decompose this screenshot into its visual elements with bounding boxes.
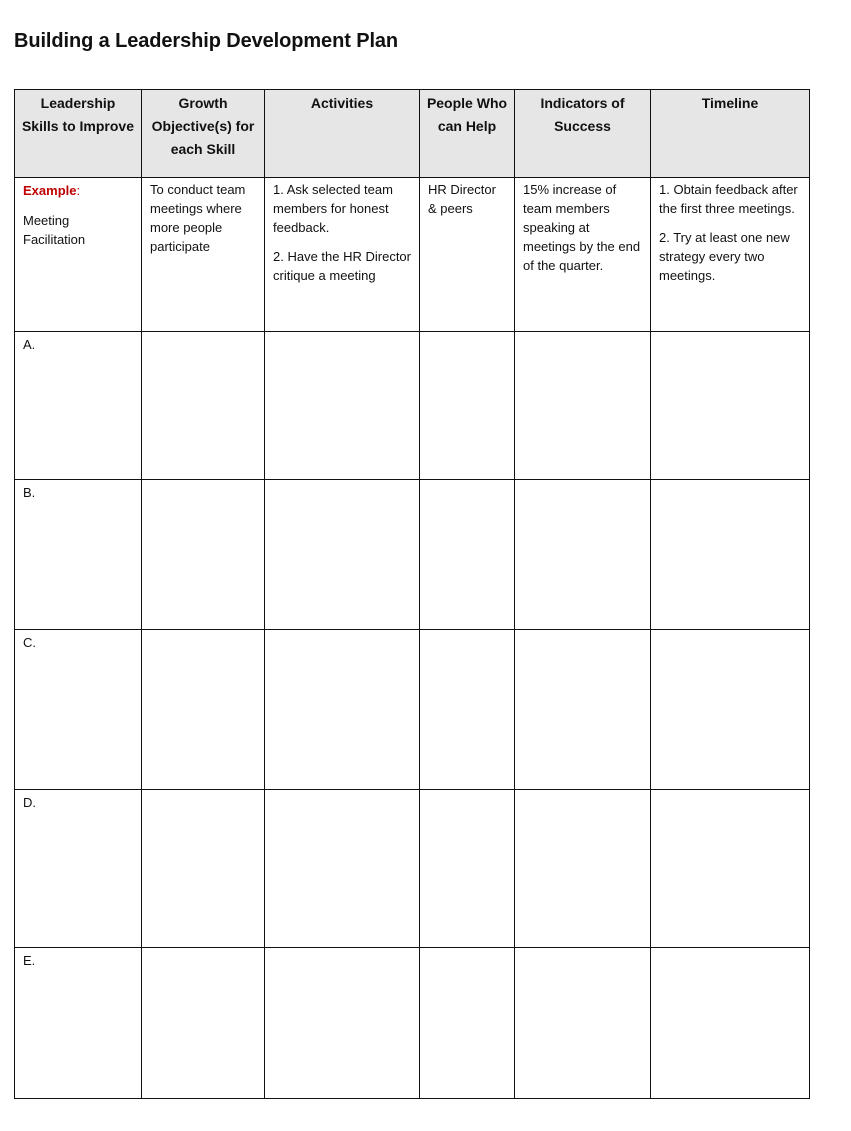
table-row	[15, 948, 810, 1099]
example-activity-1: 1. Ask selected team members for honest feedback.	[273, 182, 393, 235]
row-label-b[interactable]: B.	[15, 480, 142, 630]
activities-cell-d[interactable]	[265, 790, 420, 948]
page-title: Building a Leadership Development Plan	[14, 30, 399, 52]
header-objectives: Growth Objective(s) for each Skill	[142, 90, 265, 178]
example-people-cell	[420, 178, 515, 332]
example-indicators: 15% increase of team members speaking at meetings by the end of the quarter.	[523, 182, 641, 273]
row-label-e[interactable]: E.	[15, 948, 142, 1099]
table-row	[15, 332, 810, 480]
activities-cell-e[interactable]	[265, 948, 420, 1099]
indicators-cell-b[interactable]	[515, 480, 651, 630]
example-indicators-cell	[515, 178, 651, 332]
people-cell-b[interactable]	[420, 480, 515, 630]
indicators-cell-e[interactable]	[515, 948, 651, 1099]
objective-cell-d[interactable]	[142, 790, 265, 948]
row-label-c[interactable]: C.	[15, 630, 142, 790]
objective-cell-c[interactable]	[142, 630, 265, 790]
indicators-cell-a[interactable]	[515, 332, 651, 480]
timeline-cell-e[interactable]	[651, 948, 810, 1099]
example-row	[15, 178, 810, 332]
timeline-cell-a[interactable]	[651, 332, 810, 480]
example-timeline-2: 2. Try at least one new strategy every two meetings.	[659, 230, 790, 283]
example-people: HR Director & peers	[428, 182, 496, 216]
header-timeline: Timeline	[651, 90, 810, 178]
activities-cell-a[interactable]	[265, 332, 420, 480]
example-objective: To conduct team meetings where more people participate	[150, 182, 246, 254]
table-row	[15, 480, 810, 630]
example-colon: :	[76, 183, 81, 198]
example-objective-cell	[142, 178, 265, 332]
example-timeline-1: 1. Obtain feedback after the first three meetings.	[659, 182, 798, 216]
table-header-row	[15, 90, 810, 178]
table-row	[15, 790, 810, 948]
example-timeline-cell	[651, 178, 810, 332]
leadership-plan-table	[14, 89, 810, 1099]
timeline-cell-d[interactable]	[651, 790, 810, 948]
objective-cell-b[interactable]	[142, 480, 265, 630]
row-label-a[interactable]: A.	[15, 332, 142, 480]
example-skill: Meeting Facilitation	[23, 213, 86, 247]
header-indicators: Indicators of Success	[515, 90, 651, 178]
timeline-cell-b[interactable]	[651, 480, 810, 630]
example-heading	[23, 180, 134, 201]
row-label-d[interactable]: D.	[15, 790, 142, 948]
header-activities: Activities	[265, 90, 420, 178]
activities-cell-b[interactable]	[265, 480, 420, 630]
header-people: People Who can Help	[420, 90, 515, 178]
example-skill-cell	[15, 178, 142, 332]
example-label: Example	[23, 183, 77, 198]
indicators-cell-d[interactable]	[515, 790, 651, 948]
indicators-cell-c[interactable]	[515, 630, 651, 790]
people-cell-d[interactable]	[420, 790, 515, 948]
example-activity-2: 2. Have the HR Director critique a meeting	[273, 249, 411, 283]
people-cell-c[interactable]	[420, 630, 515, 790]
objective-cell-e[interactable]	[142, 948, 265, 1099]
objective-cell-a[interactable]	[142, 332, 265, 480]
activities-cell-c[interactable]	[265, 630, 420, 790]
table-row	[15, 630, 810, 790]
header-skills: Leadership Skills to Improve	[15, 90, 142, 178]
people-cell-e[interactable]	[420, 948, 515, 1099]
timeline-cell-c[interactable]	[651, 630, 810, 790]
example-activities-cell	[265, 178, 420, 332]
people-cell-a[interactable]	[420, 332, 515, 480]
